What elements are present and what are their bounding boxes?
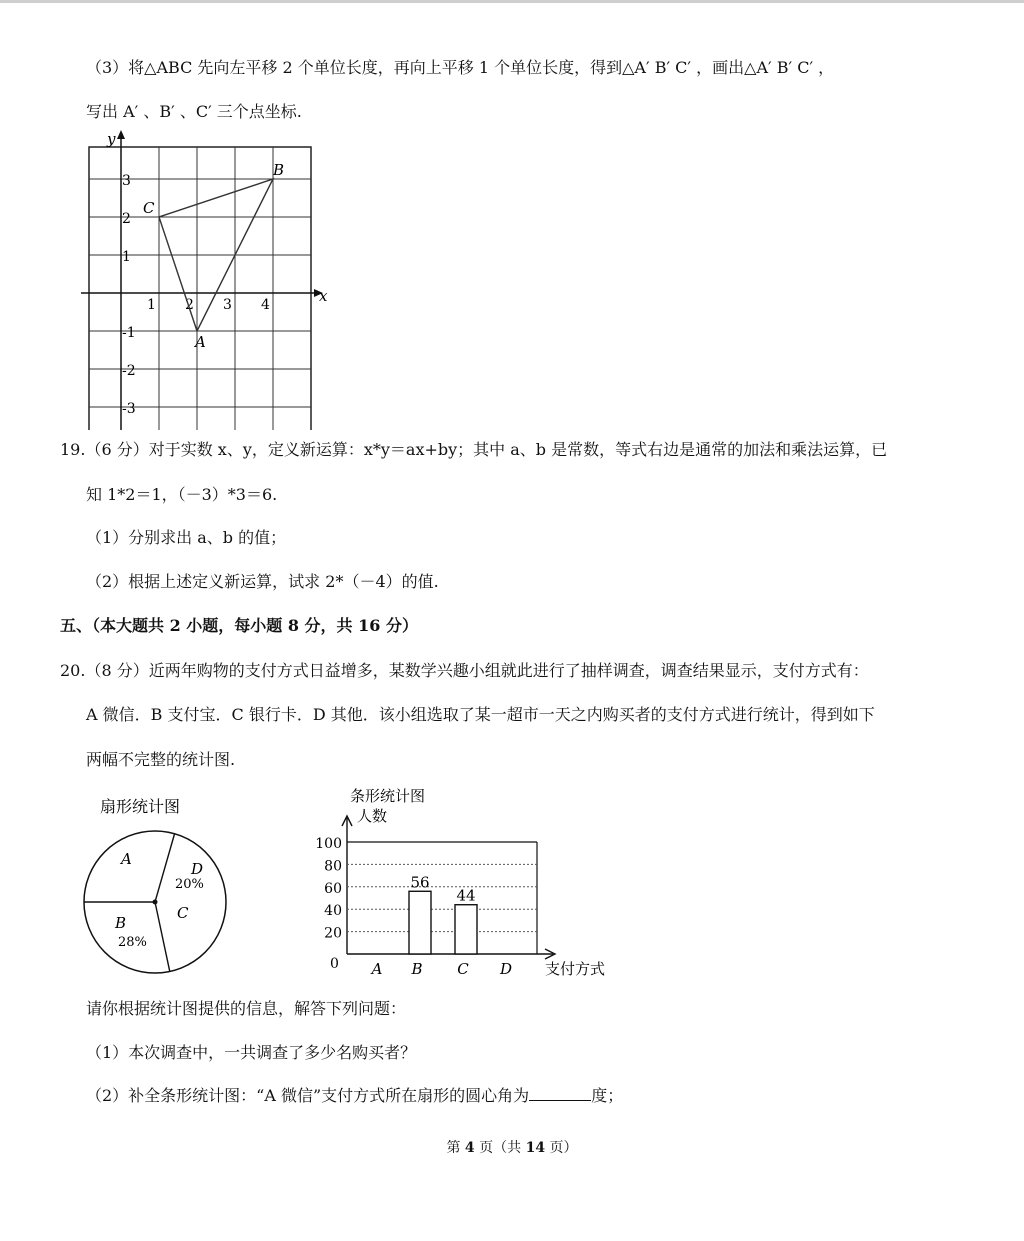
coordinate-grid-figure [78,130,328,430]
bar-category-label-c: C [457,960,469,978]
pie-chart [80,790,240,975]
footer-prefix: 第 [446,1140,465,1156]
q19-line1: 19.（6 分）对于实数 x、y，定义新运算：x*y＝ax+by；其中 a、b 是常数，等式右边是通常的加法和乘法运算，已 [60,440,888,459]
x-tick-label: 2 [185,297,194,313]
pie-center-dot [153,900,158,905]
q20-sub2-unit: 度； [591,1086,624,1105]
q20-sub2 [86,1086,623,1106]
bar-y-tick-label: 0 [330,956,339,972]
q19-sub1: （1）分别求出 a、b 的值； [86,528,287,547]
footer-total-pages: 14 [525,1140,546,1156]
bar-y-tick-label: 100 [315,836,342,852]
bar-y-tick-label: 40 [324,903,342,920]
bar-chart-ylabel: 人数 [357,807,388,825]
point-label-b: B [273,161,285,179]
top-rule [0,0,1024,3]
point-label-a: A [195,333,206,351]
pie-slice-divider [155,834,175,902]
q20-prompt: 请你根据统计图提供的信息，解答下列问题： [86,999,407,1018]
y-tick-label: 2 [122,211,131,227]
answer-blank [529,1086,591,1101]
y-tick-label: -2 [122,363,136,379]
q20-line1: 20.（8 分）近两年购物的支付方式日益增多，某数学兴趣小组就此进行了抽样调查，调查结果显示，支付方式有： [60,661,869,680]
bar-y-tick-label: 80 [324,858,342,875]
pie-slice-percent-b: 28% [118,935,147,950]
y-tick-label: -3 [122,401,136,417]
bar-category-label-a: A [371,960,383,978]
y-axis-label: y [107,130,116,148]
y-axis-arrow [117,130,125,139]
y-tick-label: 1 [122,249,131,265]
q19-sub2: （2）根据上述定义新运算，试求 2*（－4）的值. [86,572,439,591]
bar-chart-xlabel: 支付方式 [545,960,606,978]
x-tick-label: 4 [261,297,270,313]
page-footer [0,1138,1024,1158]
bar-category-label-d: D [499,960,513,978]
footer-middle: 页（共 [474,1140,526,1156]
point-label-c: C [143,199,155,217]
y-tick-label: 3 [122,173,131,189]
q20-line2: A 微信．B 支付宝．C 银行卡．D 其他．该小组选取了某一超市一天之内购买者的支付方式进行统计，得到如下 [86,705,875,724]
pie-slice-label-c: C [177,904,189,922]
x-tick-label: 3 [223,297,232,313]
pie-slice-label-d: D [191,860,204,878]
bar-value-label-b: 56 [410,873,430,892]
part3-line2: 写出 A′ 、B′ 、C′ 三个点坐标. [86,102,302,121]
footer-suffix: 页） [545,1140,578,1156]
pie-chart-title: 扇形统计图 [100,797,181,816]
section5-heading: 五、（本大题共 2 小题，每小题 8 分，共 16 分） [60,616,418,635]
part3-line1: （3）将△ABC 先向左平移 2 个单位长度，再向上平移 1 个单位长度，得到△A′ B′ C′ ，画出△A′ B′ C′ ， [86,58,835,77]
x-axis-label: x [319,287,328,305]
pie-slice-divider [155,902,170,971]
bar-y-tick-label: 20 [324,925,342,942]
bar-value-label-c: 44 [456,886,476,905]
x-tick-label: 1 [147,297,156,313]
bar-y-tick-label: 60 [324,880,342,897]
bar-b [409,891,431,954]
q19-line2: 知 1*2＝1，（－3）*3＝6. [86,485,278,504]
bar-c [455,905,477,954]
y-tick-label: -1 [122,325,136,341]
footer-page-number: 4 [464,1140,475,1156]
q20-sub2-text: （2）补全条形统计图：“A 微信”支付方式所在扇形的圆心角为 [86,1086,530,1105]
q20-line3: 两幅不完整的统计图. [86,750,236,769]
pie-slice-label-b: B [115,914,127,932]
bar-chart-title: 条形统计图 [350,787,426,805]
q20-sub1: （1）本次调查中，一共调查了多少名购买者？ [86,1043,417,1062]
pie-slice-percent-d: 20% [175,877,204,892]
grid-frame [89,147,311,430]
bar-category-label-b: B [411,960,423,978]
bar-chart [300,782,630,982]
pie-slice-label-a: A [121,850,132,868]
